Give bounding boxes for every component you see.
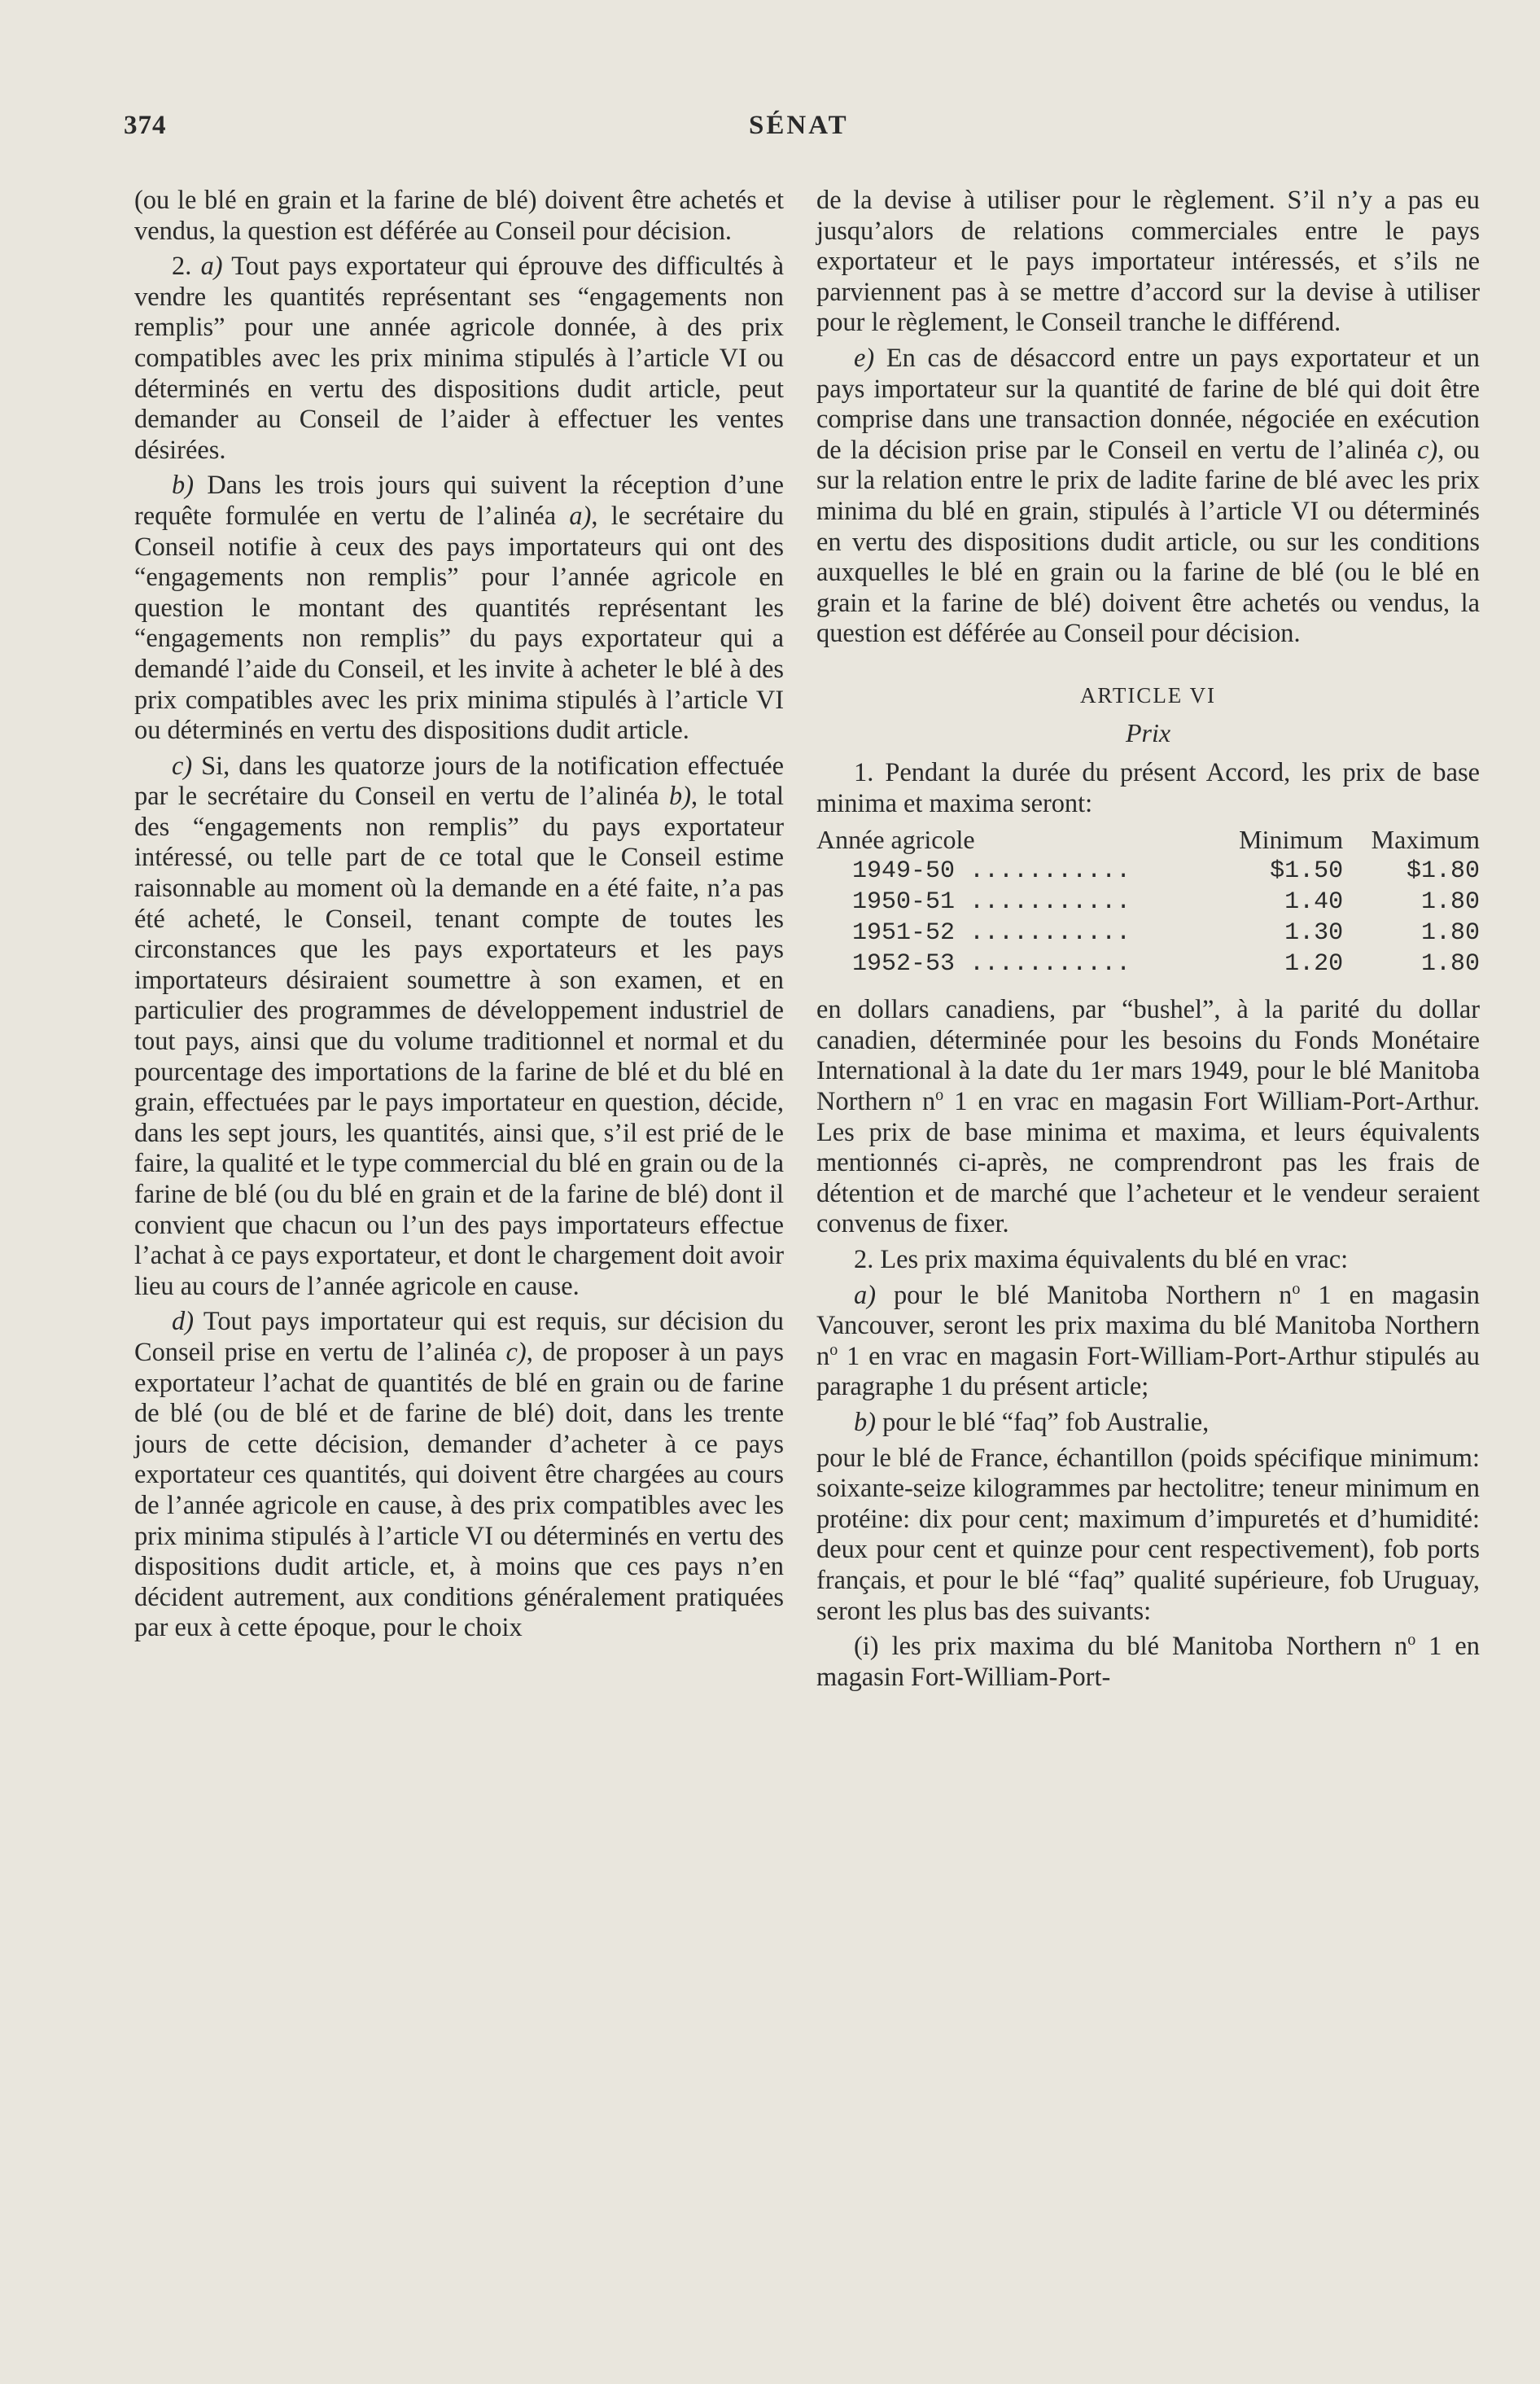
row-maximum: 1.80 xyxy=(1420,919,1480,948)
page-number: 374 xyxy=(124,111,167,140)
row-leader-dots: ........... xyxy=(969,950,1131,979)
left-column xyxy=(134,186,784,1649)
row-minimum: 1.40 xyxy=(1284,888,1344,917)
row-year: 1952-53 xyxy=(852,950,956,979)
paragraph-after-table: en dollars canadiens, par “bushel”, à la parité du dollar canadien, déterminée pour les besoins du Fonds Monétaire International à la date du 1er mars 1949, pour le blé Manitoba Northern $n^o$ 1 en vrac en magasin Fort William-Port-Arthur. Les prix de base minima et maxima, et leurs équivalents mentionnés ci-après, ne comprendront pas les frais de détention et de marché que l’acheteur et le vendeur seraient convenus de fixer. xyxy=(816,995,1481,1239)
article-heading: ARTICLE VI xyxy=(1079,682,1217,708)
right-column xyxy=(816,186,1480,1698)
page-header xyxy=(0,111,1540,160)
row-leader-dots: ........... xyxy=(969,857,1131,886)
running-title: SÉNAT xyxy=(749,111,849,140)
paragraph-continuation: (ou le blé en grain et la farine de blé) doivent être achetés et vendus, la question est déférée au Conseil pour décision. xyxy=(134,186,784,246)
table-row xyxy=(816,857,1480,887)
row-minimum: 1.20 xyxy=(1284,950,1344,979)
paragraph-d: d) Tout pays importateur qui est requis, sur décision du Conseil prise en vertu de l’alinéa c), de proposer à un pays exportateur l’achat de quantités de blé en grain ou de farine de blé (ou de blé et de farine de blé) doit, dans les trente jours de cette décision, demander d’acheter à ce pays exportateur ces quantités, qui doivent être chargées au cours de l’année agricole en cause, à des prix compatibles avec les prix minima stipulés à l’article VI ou déterminés en vertu des dispositions dudit article, et, à moins que ces pays n’en décident autrement, aux conditions généralement pratiquées par eux à cette époque, pour le choix xyxy=(134,1307,785,1643)
row-leader-dots: ........... xyxy=(969,888,1131,917)
row-year: 1950-51 xyxy=(852,888,956,917)
paragraph-2-b: b) pour le blé “faq” fob Australie, xyxy=(854,1408,1210,1437)
table-row xyxy=(816,918,1480,949)
article-subheading: Prix xyxy=(1125,717,1171,747)
price-table xyxy=(816,824,1480,980)
column-header-year: Année agricole xyxy=(816,825,975,855)
column-header-minimum: Minimum xyxy=(1239,825,1344,855)
paragraph-2a: 2. a) Tout pays exportateur qui éprouve des difficultés à vendre les quantités représentant ses “engagements non remplis” pour une année agricole donnée, à des prix compatibles avec les prix minima stipulés à l’article VI ou déterminés en vertu des dispositions dudit article, peut demander au Conseil de l’aider à effectuer les ventes désirées. xyxy=(134,252,784,465)
paragraph-2-b-i: (i) les prix maxima du blé Manitoba Northern $n^o$ 1 en magasin Fort-William-Port- xyxy=(816,1631,1480,1692)
table-row xyxy=(816,949,1480,980)
row-minimum: $1.50 xyxy=(1270,857,1344,886)
row-maximum: 1.80 xyxy=(1420,950,1480,979)
table-header-row xyxy=(816,824,1480,857)
row-maximum: $1.80 xyxy=(1406,857,1480,886)
paragraph-article-1: 1. Pendant la durée du présent Accord, les prix de base minima et maxima seront: xyxy=(816,758,1480,818)
row-leader-dots: ........... xyxy=(969,919,1131,948)
table-row xyxy=(816,887,1480,918)
paragraph-2-a: a) pour le blé Manitoba Northern $n^o$ 1 en magasin Vancouver, seront les prix maxima du blé Manitoba Northern $n^o$ 1 en vrac en magasin Fort-William-Port-Arthur stipulés au paragraphe 1 du présent article; xyxy=(816,1279,1480,1402)
paragraph-2-b-continued: pour le blé de France, échantillon (poids spécifique minimum: soixante-seize kilogrammes par hectolitre; teneur minimum en protéine: dix pour cent; maximum d’impuretés et d’humidité: deux pour cent et quinze pour cent respectivement), fob ports français, et pour le blé “faq” qualité supérieure, fob Uruguay, seront les plus bas des suivants: xyxy=(816,1443,1480,1626)
paragraph-b: b) Dans les trois jours qui suivent la réception d’une requête formulée en vertu de l’alinéa a), le secrétaire du Conseil notifie à ceux des pays importateurs qui ont des “engagements non remplis” pour l’année agricole en question le montant des quantités représentant les “engagements non remplis” du pays exportateur qui a demandé l’aide du Conseil, et les invite à acheter le blé à des prix compatibles avec les prix minima stipulés à l’article VI ou déterminés en vertu des dispositions dudit article. xyxy=(134,471,784,746)
row-minimum: 1.30 xyxy=(1284,919,1344,948)
paragraph-e: e) En cas de désaccord entre un pays exportateur et un pays importateur sur la quantité de farine de blé qui doit être comprise dans une transaction donnée, négociée en exécution de la décision prise par le Conseil en vertu de l’alinéa c), ou sur la relation entre le prix de ladite farine de blé avec les prix minima du blé en grain, stipulés à l’article VI ou déterminés en vertu des dispositions dudit article, ou sur les conditions auxquelles le blé en grain ou la farine de blé (ou le blé en grain et la farine de blé) doivent être achetés ou vendus, la question est déférée au Conseil pour décision. xyxy=(816,343,1481,649)
row-maximum: 1.80 xyxy=(1420,888,1480,917)
paragraph-c: c) Si, dans les quatorze jours de la notification effectuée par le secrétaire du Conseil en vertu de l’alinéa b), le total des “engagements non remplis” du pays exportateur intéressé, ou telle part de ce total que le Conseil estime raisonnable au moment où la demande en a été faite, n’a pas été acheté, le Conseil, tenant compte de toutes les circonstances que les pays exportateurs et les pays importateurs désiraient soumettre à son examen, et en particulier des programmes de développement industriel de tout pays, ainsi que du volume traditionnel et normal et du pourcentage des importations de la farine de blé et du blé en grain, effectuées par le pays importateur en question, décide, dans les sept jours, les quantités, ainsi que, s’il est prié de le faire, la qualité et le type commercial du blé en grain ou de la farine de blé (ou du blé en grain et de la farine de blé) dont il convient que chacun ou l’un des pays importateurs effectue l’achat à ce pays exportateur, et dont le chargement doit avoir lieu au cours de l’année agricole en cause. xyxy=(134,751,784,1301)
paragraph-article-2: 2. Les prix maxima équivalents du blé en vrac: xyxy=(854,1245,1349,1275)
row-year: 1951-52 xyxy=(852,919,956,948)
paragraph-continuation-right: de la devise à utiliser pour le règlement. S’il n’y a pas eu jusqu’alors de relations commerciales entre le pays exportateur et le pays importateur intéressés, et s’ils ne parviennent pas à se mettre d’accord sur la devise à utiliser pour le règlement, le Conseil tranche le différend. xyxy=(816,186,1480,338)
row-year: 1949-50 xyxy=(852,857,956,886)
column-header-maximum: Maximum xyxy=(1371,825,1480,855)
